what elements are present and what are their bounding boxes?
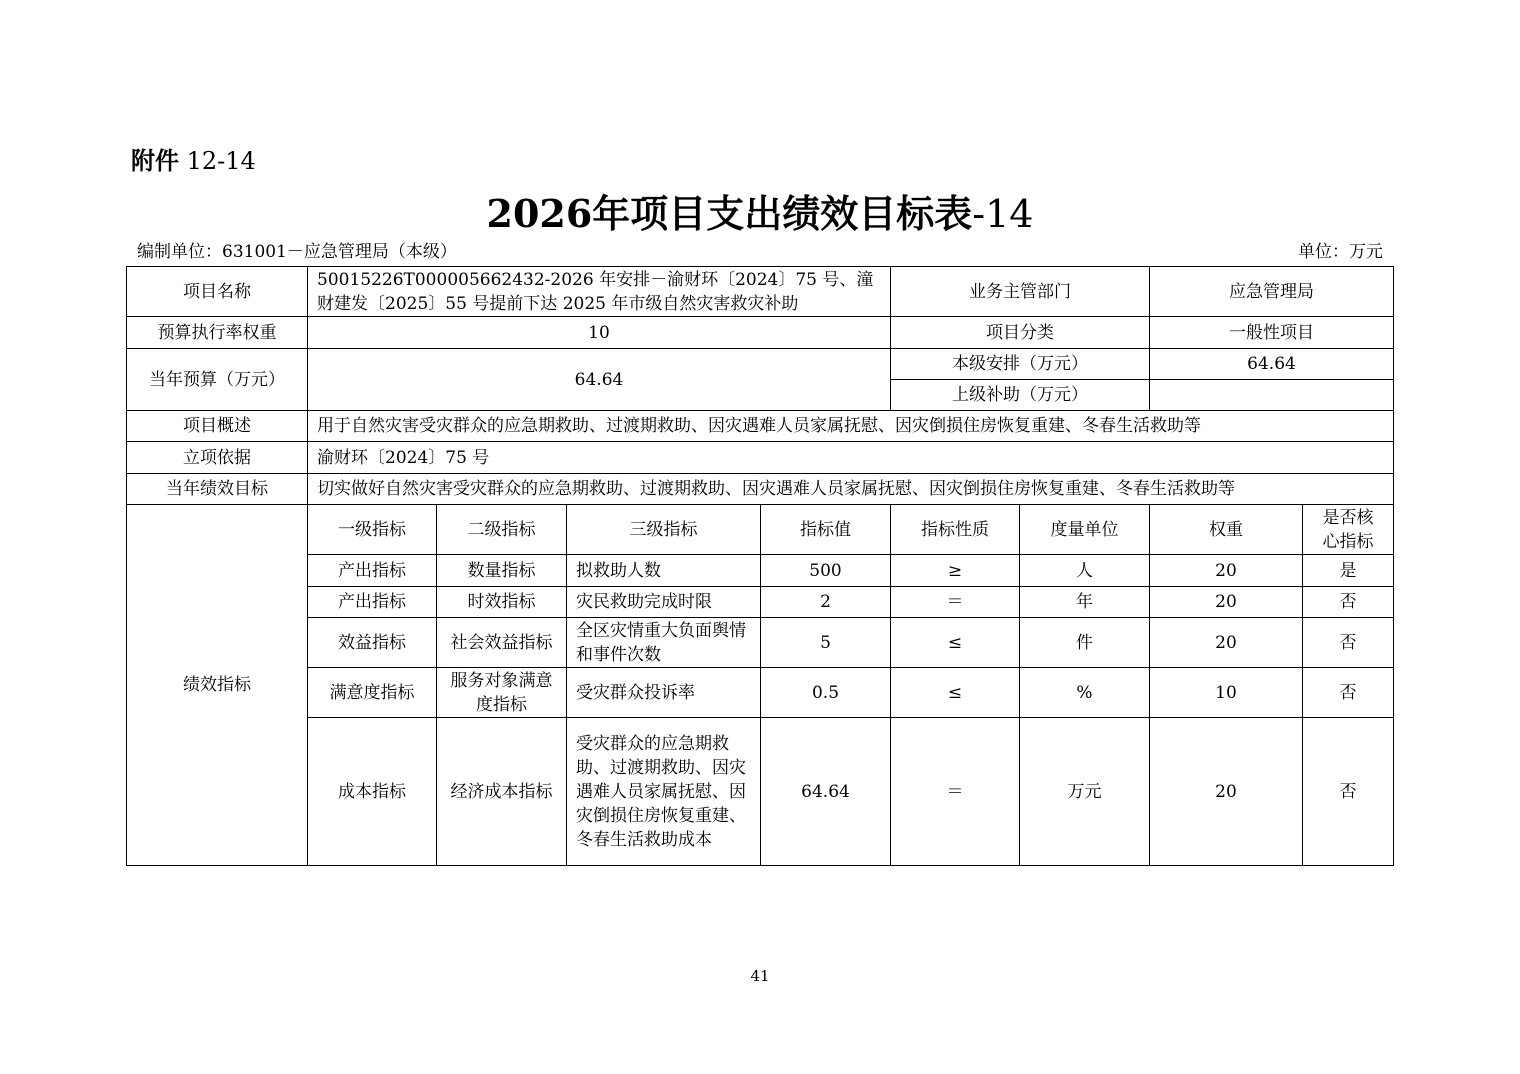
row2-level1: 产出指标 xyxy=(308,587,437,618)
row1-value: 500 xyxy=(761,555,891,587)
row5-level3: 受灾群众的应急期救助、过渡期救助、因灾遇难人员家属抚慰、因灾倒损住房恢复重建、冬春生活救助成本 xyxy=(567,718,761,866)
row4-nature: ≤ xyxy=(891,668,1020,718)
row-exec-weight xyxy=(127,317,1394,349)
row4-level3: 受灾群众投诉率 xyxy=(567,668,761,718)
row-overview xyxy=(127,411,1394,442)
dept-label: 业务主管部门 xyxy=(891,267,1150,317)
attachment-label xyxy=(131,145,256,177)
row2-unit: 年 xyxy=(1020,587,1150,618)
budget-label: 当年预算（万元） xyxy=(127,349,308,411)
header-nature: 指标性质 xyxy=(891,505,1020,555)
upper-label: 上级补助（万元） xyxy=(891,380,1150,411)
project-name-value: 50015226T000005662432-2026 年安排－渝财环〔2024〕75 号、潼财建发〔2025〕55 号提前下达 2025 年市级自然灾害救灾补助 xyxy=(308,267,891,317)
budget-value: 64.64 xyxy=(308,349,891,411)
page-number: 41 xyxy=(750,967,770,985)
row1-nature: ≥ xyxy=(891,555,1020,587)
row2-core: 否 xyxy=(1303,587,1394,618)
row3-weight: 20 xyxy=(1150,618,1303,668)
indicator-row xyxy=(127,555,1394,587)
row5-weight: 20 xyxy=(1150,718,1303,866)
row-goal xyxy=(127,474,1394,505)
performance-table xyxy=(126,266,1394,866)
row-budget xyxy=(127,349,1394,380)
indicator-row xyxy=(127,587,1394,618)
attachment-prefix: 附件 xyxy=(131,147,179,175)
local-label: 本级安排（万元） xyxy=(891,349,1150,380)
row5-value: 64.64 xyxy=(761,718,891,866)
row4-weight: 10 xyxy=(1150,668,1303,718)
org-unit: 编制单位：631001－应急管理局（本级） xyxy=(137,242,457,262)
row3-value: 5 xyxy=(761,618,891,668)
category-value: 一般性项目 xyxy=(1150,317,1394,349)
title-suffix: -14 xyxy=(972,192,1034,236)
row-basis xyxy=(127,442,1394,474)
header-level1: 一级指标 xyxy=(308,505,437,555)
indicator-header-row xyxy=(127,505,1394,555)
basis-value: 渝财环〔2024〕75 号 xyxy=(308,442,1394,474)
row4-level2: 服务对象满意度指标 xyxy=(437,668,567,718)
header-level2: 二级指标 xyxy=(437,505,567,555)
row1-weight: 20 xyxy=(1150,555,1303,587)
row1-core: 是 xyxy=(1303,555,1394,587)
row4-value: 0.5 xyxy=(761,668,891,718)
row2-nature: ＝ xyxy=(891,587,1020,618)
indicators-section-label: 绩效指标 xyxy=(127,505,308,866)
row4-unit: % xyxy=(1020,668,1150,718)
row2-weight: 20 xyxy=(1150,587,1303,618)
indicator-row xyxy=(127,618,1394,668)
row5-level1: 成本指标 xyxy=(308,718,437,866)
exec-weight-label: 预算执行率权重 xyxy=(127,317,308,349)
row3-unit: 件 xyxy=(1020,618,1150,668)
local-value: 64.64 xyxy=(1150,349,1394,380)
row5-nature: ＝ xyxy=(891,718,1020,866)
indicator-row xyxy=(127,668,1394,718)
category-label: 项目分类 xyxy=(891,317,1150,349)
page-title xyxy=(0,188,1520,240)
exec-weight-value: 10 xyxy=(308,317,891,349)
row4-core: 否 xyxy=(1303,668,1394,718)
goal-label: 当年绩效目标 xyxy=(127,474,308,505)
row3-nature: ≤ xyxy=(891,618,1020,668)
dept-value: 应急管理局 xyxy=(1150,267,1394,317)
header-weight: 权重 xyxy=(1150,505,1303,555)
header-core: 是否核心指标 xyxy=(1303,505,1394,555)
row1-level1: 产出指标 xyxy=(308,555,437,587)
row5-core: 否 xyxy=(1303,718,1394,866)
header-value: 指标值 xyxy=(761,505,891,555)
basis-label: 立项依据 xyxy=(127,442,308,474)
overview-label: 项目概述 xyxy=(127,411,308,442)
project-name-label: 项目名称 xyxy=(127,267,308,317)
row3-level2: 社会效益指标 xyxy=(437,618,567,668)
money-unit: 单位：万元 xyxy=(1298,242,1383,262)
row3-level3: 全区灾情重大负面舆情和事件次数 xyxy=(567,618,761,668)
row3-level1: 效益指标 xyxy=(308,618,437,668)
goal-value: 切实做好自然灾害受灾群众的应急期救助、过渡期救助、因灾遇难人员家属抚慰、因灾倒损住房恢复重建、冬春生活救助等 xyxy=(308,474,1394,505)
header-unit: 度量单位 xyxy=(1020,505,1150,555)
attachment-number: 12-14 xyxy=(186,147,256,175)
row5-level2: 经济成本指标 xyxy=(437,718,567,866)
row1-level2: 数量指标 xyxy=(437,555,567,587)
indicator-row xyxy=(127,718,1394,866)
row-project-name xyxy=(127,267,1394,317)
row4-level1: 满意度指标 xyxy=(308,668,437,718)
row2-level2: 时效指标 xyxy=(437,587,567,618)
overview-value: 用于自然灾害受灾群众的应急期救助、过渡期救助、因灾遇难人员家属抚慰、因灾倒损住房恢复重建、冬春生活救助等 xyxy=(308,411,1394,442)
row1-level3: 拟救助人数 xyxy=(567,555,761,587)
row2-level3: 灾民救助完成时限 xyxy=(567,587,761,618)
header-level3: 三级指标 xyxy=(567,505,761,555)
row3-core: 否 xyxy=(1303,618,1394,668)
row1-unit: 人 xyxy=(1020,555,1150,587)
title-main: 2026年项目支出绩效目标表 xyxy=(486,191,973,236)
row5-unit: 万元 xyxy=(1020,718,1150,866)
row2-value: 2 xyxy=(761,587,891,618)
upper-value xyxy=(1150,380,1394,411)
